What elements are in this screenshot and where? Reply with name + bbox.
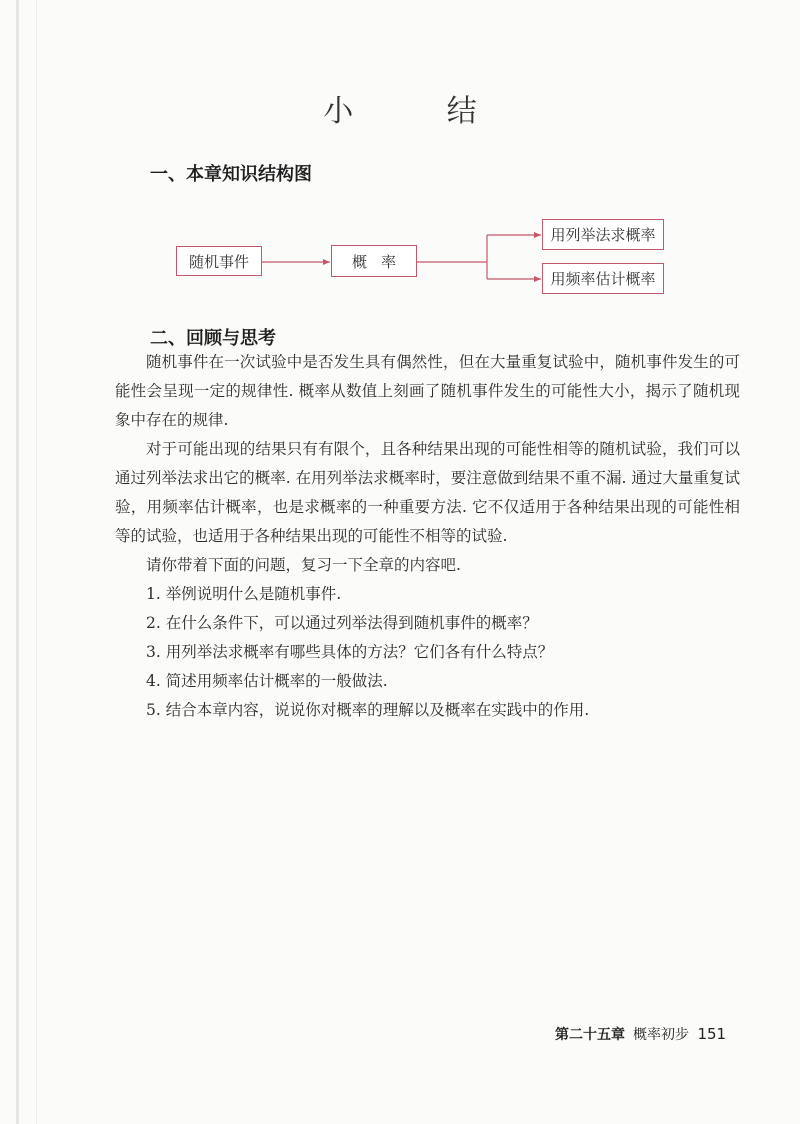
- footer-chapter: 第二十五章: [555, 1027, 625, 1043]
- paragraph: 对于可能出现的结果只有有限个，且各种结果出现的可能性相等的随机试验，我们可以通过列举法求出它的概率. 在用列举法求概率时，要注意做到结果不重不漏. 通过大量重复试验，用频率估计概率，也是求概率的一种重要方法. 它不仅适用于各种结果出现的可能性相等的试验，也适用于各种结果出现的可能性不相等的试验.: [115, 440, 740, 545]
- paragraph: 随机事件在一次试验中是否发生具有偶然性，但在大量重复试验中，随机事件发生的可能性会呈现一定的规律性. 概率从数值上刻画了随机事件发生的可能性大小，揭示了随机现象中存在的规律.: [115, 353, 740, 429]
- footer-chapter-title: 概率初步: [633, 1027, 689, 1043]
- section-heading-structure-map: 一、本章知识结构图: [150, 164, 312, 185]
- node-random-event: 随机事件: [176, 246, 262, 276]
- review-question: 3. 用列举法求概率有哪些具体的方法？它们各有什么特点？: [146, 643, 554, 661]
- node-enumeration-method: 用列举法求概率: [542, 219, 664, 250]
- review-question: 4. 简述用频率估计概率的一般做法.: [146, 672, 388, 690]
- page-title: 小 结: [323, 94, 519, 129]
- page-number: 151: [697, 1025, 727, 1043]
- node-frequency-estimation: 用频率估计概率: [542, 263, 664, 294]
- review-question: 5. 结合本章内容，说说你对概率的理解以及概率在实践中的作用.: [146, 701, 590, 719]
- section-heading-review: 二、回顾与思考: [150, 328, 276, 349]
- review-question: 1. 举例说明什么是随机事件.: [146, 585, 342, 603]
- node-probability: 概率: [331, 245, 417, 277]
- review-question: 2. 在什么条件下，可以通过列举法得到随机事件的概率？: [146, 614, 538, 632]
- paragraph: 请你带着下面的问题，复习一下全章的内容吧.: [146, 556, 461, 574]
- page-footer: [555, 1024, 726, 1044]
- review-body: [115, 348, 740, 725]
- knowledge-structure-diagram: [0, 0, 800, 320]
